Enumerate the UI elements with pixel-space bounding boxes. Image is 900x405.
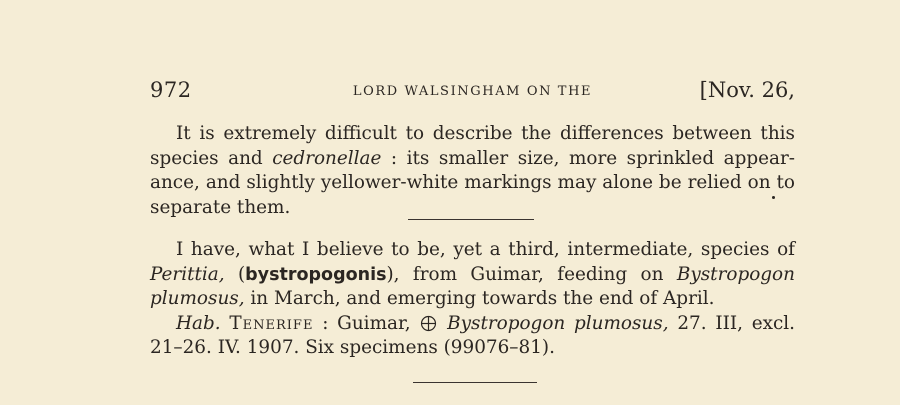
section-divider bbox=[408, 219, 534, 220]
section-divider-bottom bbox=[413, 382, 537, 383]
habitat-text: 27. III, excl. 21–26. IV. 1907. Six specimens (99076–81). bbox=[150, 312, 795, 358]
ink-speck bbox=[772, 196, 775, 199]
host-plant-name: Bystropogon plumosus, bbox=[150, 263, 795, 309]
habitat-text: : Guimar, bbox=[313, 312, 420, 334]
paragraph-text: ), from Guimar, feeding on bbox=[386, 263, 677, 285]
paragraph-text: : its smaller size, more sprinkled appear-ance, and slightly yellower-white markings may alone be relied on to separate them. bbox=[150, 147, 795, 218]
habitat-line bbox=[150, 312, 795, 361]
paragraph-text: ( bbox=[224, 263, 246, 285]
paragraph-text: I have, what I believe to be, yet a third, intermediate, species of bbox=[176, 239, 795, 260]
paragraph-text: It is extremely difficult to describe the differences between this species and bbox=[150, 123, 795, 169]
date-header: [Nov. 26, bbox=[699, 78, 795, 102]
page-header bbox=[150, 78, 795, 106]
host-plant-name: Bystropogon plumosus, bbox=[447, 312, 669, 334]
page-number: 972 bbox=[150, 78, 192, 102]
earth-symbol-icon bbox=[420, 315, 437, 332]
paragraph-new-species bbox=[150, 238, 795, 312]
locality-label: Tenerife bbox=[229, 312, 314, 334]
paragraph-comparison bbox=[150, 122, 795, 220]
paragraph-text: in March, and emerging towards the end of April. bbox=[244, 288, 715, 309]
hab-label: Hab. bbox=[176, 312, 221, 334]
running-head: LORD WALSINGHAM ON THE bbox=[352, 84, 593, 99]
genus-name: Perittia, bbox=[150, 263, 225, 285]
new-species-name: bystropogonis bbox=[245, 264, 387, 285]
species-name: cedronellae bbox=[272, 147, 382, 169]
species-description-block bbox=[150, 238, 795, 361]
